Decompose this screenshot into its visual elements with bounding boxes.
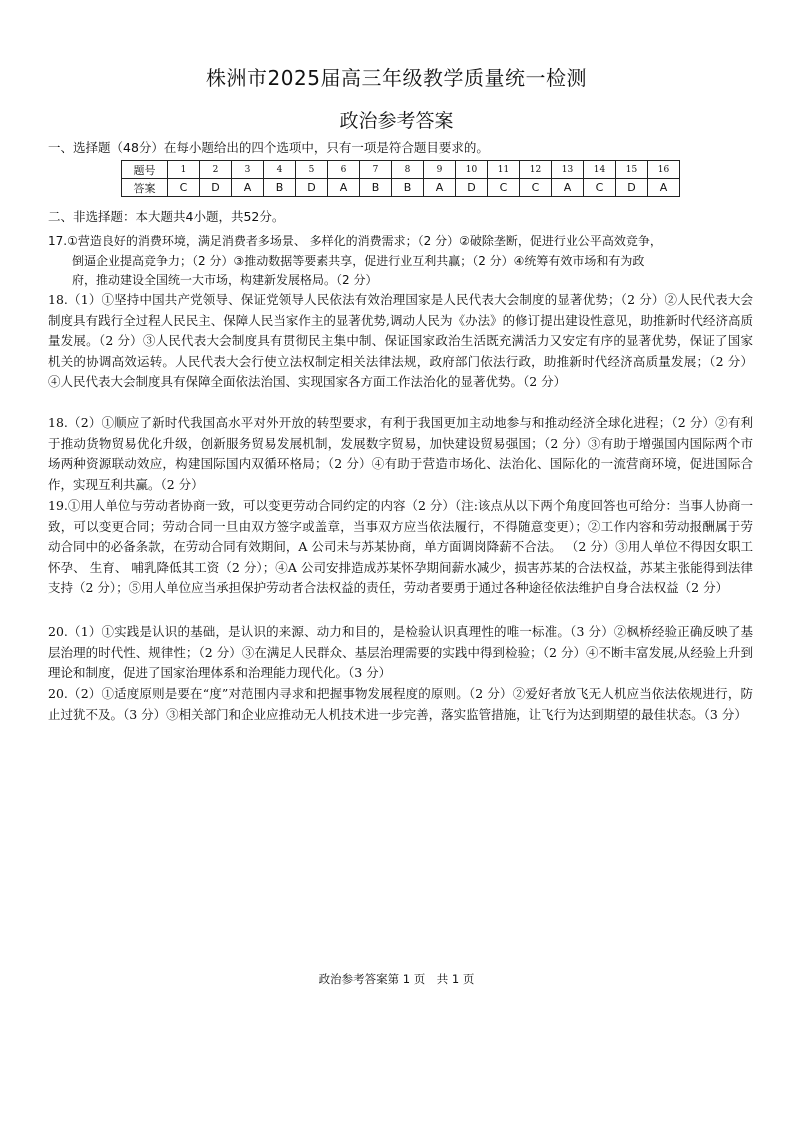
document-title: 株洲市2025届高三年级教学质量统一检测 (206, 66, 587, 90)
question-number: 7 (360, 161, 392, 179)
answer-table (121, 160, 680, 197)
document-subtitle: 政治参考答案 (339, 110, 454, 132)
answer-19: 19.①用人单位与劳动者协商一致，可以变更劳动合同约定的内容（2 分）（注:该点从以下两个角度回答也可给分：当事人协商一致，可以变更合同；劳动合同一旦由双方签字或盖章，当事双方应当依法履行，不得随意变更）；②工作内容和劳动报酬属于劳动合同中的必备条款，在劳动合同有效期间，A 公司未与苏某协商，单方面调岗降薪不合法。 （2 分）③用人单位不得因女职工怀孕、 生育、 哺乳降低其工资（2 分）；④A 公司安排造成苏某怀孕期间薪水减少，损害苏某的合法权益，苏某主张能得到法律支持（2 分）；⑤用人单位应当承担保护劳动者合法权益的责任，劳动者要勇于通过各种途径依法维护自身合法权益（2 分） (48, 498, 753, 595)
question-number: 1 (168, 161, 200, 179)
row-label-question: 题号 (122, 161, 168, 179)
row-label-answer: 答案 (122, 179, 168, 197)
question-number: 6 (328, 161, 360, 179)
answer-18-2: 18.（2）①顺应了新时代我国高水平对外开放的转型要求，有利于我国更加主动地参与和推动经济全球化进程；（2 分）②有利于推动货物贸易优化升级，创新服务贸易发展机制，发展数字贸易，加快建设贸易强国；（2 分）③有助于增强国内国际两个市场两种资源联动效应，构建国际国内双循环格局；（2 分）④有助于营造市场化、法治化、国际化的一流营商环境，促进国际合作，实现互利共赢。（2 分） (48, 415, 753, 492)
question-number: 14 (584, 161, 616, 179)
question-number: 11 (488, 161, 520, 179)
answer-cell: D (616, 179, 648, 197)
answer-cell: D (456, 179, 488, 197)
question-number-row (122, 161, 680, 179)
question-number: 10 (456, 161, 488, 179)
answer-cell: C (168, 179, 200, 197)
answer-cell: A (328, 179, 360, 197)
answer-cell: A (232, 179, 264, 197)
question-number: 8 (392, 161, 424, 179)
answer-18-1: 18.（1）①坚持中国共产党领导、保证党领导人民依法有效治理国家是人民代表大会制度的显著优势；（2 分）②人民代表大会制度具有践行全过程人民民主、保障人民当家作主的显著优势,调动人民为《办法》的修订提出建设性意见，助推新时代经济高质量发展。（2 分）③人民代表大会制度具有贯彻民主集中制、保证国家政治生活既充满活力又安定有序的显著优势，保证了国家机关的协调高效运转。人民代表大会行使立法权制定相关法律法规，政府部门依法行政，助推新时代经济高质量发展；（2 分）④人民代表大会制度具有保障全面依法治国、实现国家各方面工作法治化的显著优势。（2 分） (48, 292, 753, 389)
answer-cell: B (360, 179, 392, 197)
answer-cell: D (296, 179, 328, 197)
answer-row (122, 179, 680, 197)
section-1-heading: 一、选择题（48分）在每小题给出的四个选项中，只有一项是符合题目要求的。 (48, 140, 489, 155)
question-number: 5 (296, 161, 328, 179)
answer-17 (48, 232, 753, 291)
answer-17-line-1: 17.①营造良好的消费环境，满足消费者多场景、 多样化的消费需求；（2 分）②破除垄断，促进行业公平高效竞争， (48, 234, 662, 248)
question-number: 12 (520, 161, 552, 179)
answer-20-1: 20.（1）①实践是认识的基础，是认识的来源、动力和目的，是检验认识真理性的唯一标准。（3 分）②枫桥经验正确反映了基层治理的时代性、规律性；（2 分）③在满足人民群众、基层治理需要的实践中得到检验；（2 分）④不断丰富发展,从经验上升到理论和制度，促进了国家治理体系和治理能力现代化。（3 分） (48, 624, 753, 680)
answer-cell: A (648, 179, 680, 197)
answer-20-2: 20.（2）①适度原则是要在“度”对范围内寻求和把握事物发展程度的原则。（2 分）②爱好者放飞无人机应当依法依规进行，防止过犹不及。（3 分）③相关部门和企业应推动无人机技术进一步完善，落实监管措施，让飞行为达到期望的最佳状态。（3 分） (48, 686, 753, 722)
answer-cell: C (488, 179, 520, 197)
question-number: 15 (616, 161, 648, 179)
answer-cell: D (200, 179, 232, 197)
section-2-heading: 二、非选择题：本大题共4小题，共52分。 (48, 209, 285, 224)
question-number: 9 (424, 161, 456, 179)
answer-17-line-3: 府，推动建设全国统一大市场，构建新发展格局。（2 分） (72, 273, 378, 287)
page-footer: 政治参考答案第 1 页 共 1 页 (318, 972, 475, 986)
question-number: 3 (232, 161, 264, 179)
answer-cell: A (552, 179, 584, 197)
question-number: 13 (552, 161, 584, 179)
answer-cell: C (584, 179, 616, 197)
question-number: 4 (264, 161, 296, 179)
answer-cell: C (520, 179, 552, 197)
question-number: 16 (648, 161, 680, 179)
answer-17-line-2: 倒逼企业提高竞争力；（2 分）③推动数据等要素共享，促进行业互利共赢；（2 分）④统筹有效市场和有为政 (72, 253, 645, 268)
question-number: 2 (200, 161, 232, 179)
answer-cell: B (264, 179, 296, 197)
answer-cell: B (392, 179, 424, 197)
answer-cell: A (424, 179, 456, 197)
